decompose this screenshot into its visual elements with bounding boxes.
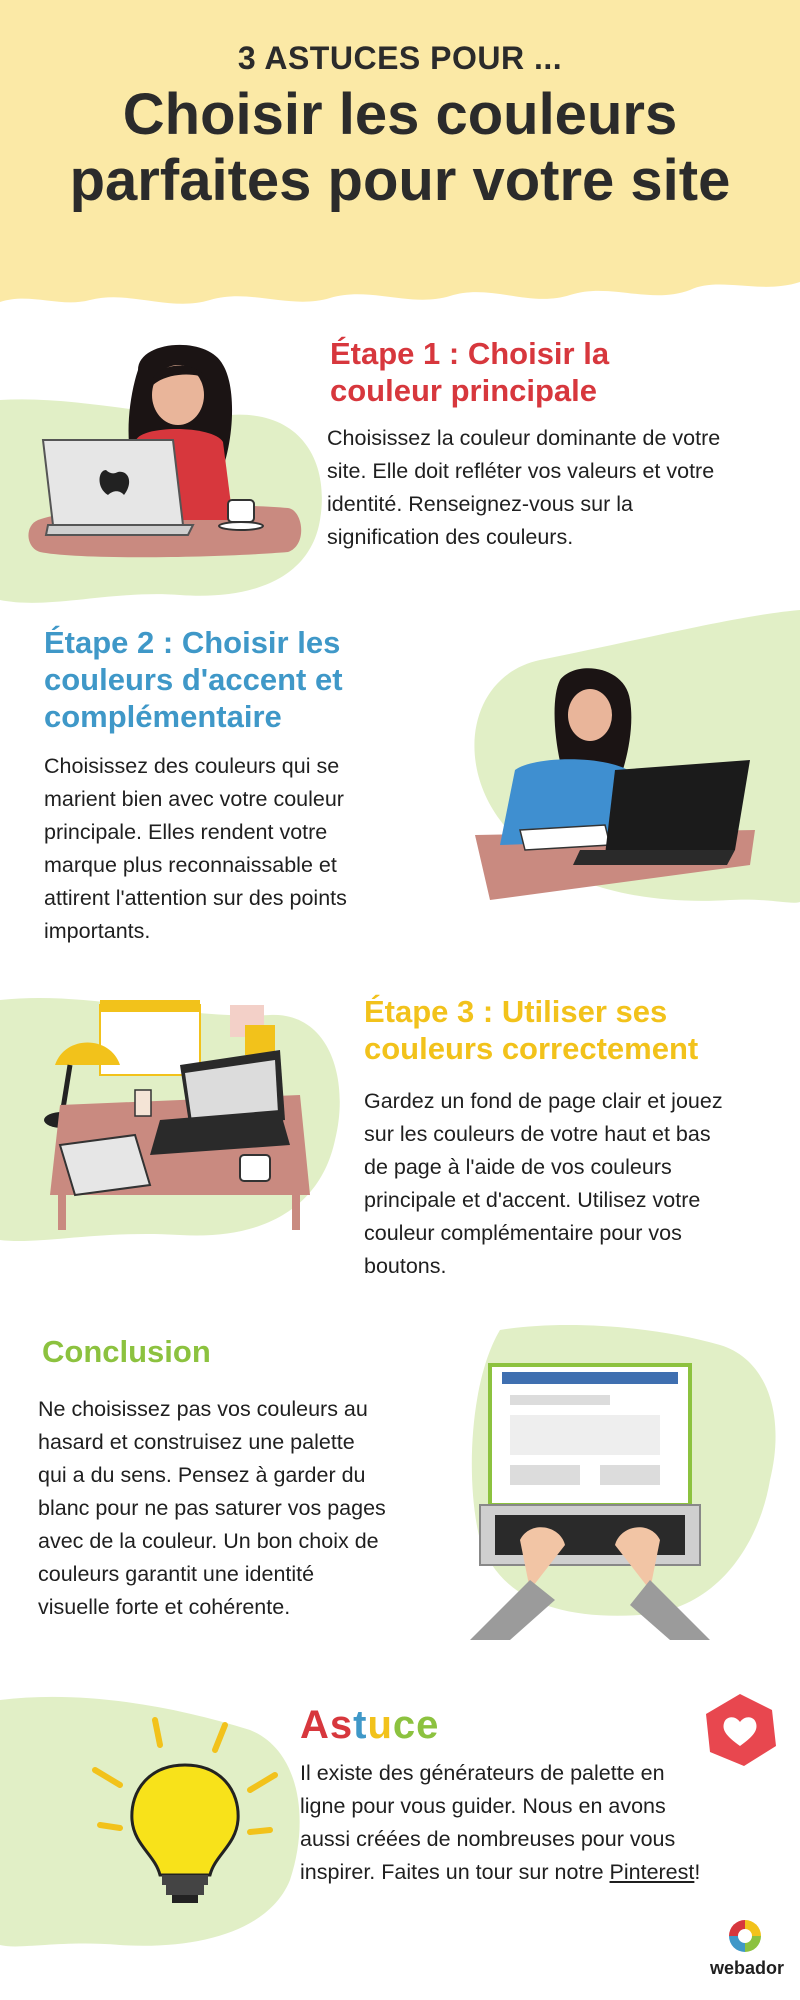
- conclusion-body-line: couleurs garantit une identité: [38, 1562, 315, 1586]
- tip-title-letter: t: [353, 1703, 368, 1747]
- page-title: [0, 82, 800, 214]
- conclusion-body-line: avec de la couleur. Un bon choix de: [38, 1529, 379, 1553]
- pinterest-link[interactable]: Pinterest: [609, 1860, 695, 1884]
- step1-body-line: identité. Renseignez-vous sur la: [327, 492, 633, 516]
- page-title-line2: parfaites pour votre site: [69, 148, 731, 213]
- webador-logo-icon: [727, 1918, 763, 1954]
- step3-title: [364, 993, 698, 1067]
- step3-title-line2: couleurs correctement: [364, 1031, 699, 1066]
- lightbulb-icon: [80, 1710, 290, 1910]
- tip-body-line: ligne pour vous guider. Nous en avons: [300, 1794, 666, 1818]
- conclusion-body-line: visuelle forte et cohérente.: [38, 1595, 291, 1619]
- step1-body-line: site. Elle doit refléter vos valeurs et votre: [327, 459, 715, 483]
- step3-body-line: couleur complémentaire pour vos: [364, 1221, 682, 1245]
- tip-body-line-prefix: inspirer. Faites un tour sur notre: [300, 1860, 610, 1884]
- woman-laptop-illustration: [18, 330, 308, 560]
- pinterest-heart-icon: [700, 1690, 780, 1770]
- woman-writing-illustration: [465, 660, 765, 900]
- step2-body-line: attirent l'attention sur des points: [44, 886, 347, 910]
- laptop-hands-illustration: [470, 1360, 710, 1640]
- step1-body-line: signification des couleurs.: [327, 525, 574, 549]
- tip-title-letter: A: [300, 1703, 330, 1747]
- step1-body-line: Choisissez la couleur dominante de votre: [327, 426, 721, 450]
- step2-body-line: Choisissez des couleurs qui se: [44, 754, 340, 778]
- step2-title-line2: couleurs d'accent et: [44, 662, 343, 697]
- step3-title-line1: Étape 3 : Utiliser ses: [364, 994, 668, 1029]
- tip-body-line: aussi créées de nombreuses pour vous: [300, 1827, 676, 1851]
- tip-title: [300, 1703, 439, 1748]
- step1-title-line2: couleur principale: [330, 373, 598, 408]
- step2-body-line: principale. Elles rendent votre: [44, 820, 328, 844]
- tip-body: [300, 1757, 700, 1889]
- step3-body-line: boutons.: [364, 1254, 447, 1278]
- step3-body-line: sur les couleurs de votre haut et bas: [364, 1122, 711, 1146]
- tip-title-letter: e: [416, 1703, 440, 1747]
- page-title-line1: Choisir les couleurs: [122, 82, 678, 147]
- step3-body-line: de page à l'aide de vos couleurs: [364, 1155, 672, 1179]
- conclusion-title: Conclusion: [42, 1334, 211, 1369]
- conclusion-body-line: hasard et construisez une palette: [38, 1430, 355, 1454]
- header-kicker: 3 ASTUCES POUR ...: [237, 40, 563, 76]
- conclusion-body-line: Ne choisissez pas vos couleurs au: [38, 1397, 368, 1421]
- step1-body: [327, 422, 720, 554]
- desk-illustration: [40, 995, 340, 1235]
- step2-body: [44, 750, 347, 948]
- step3-body-line: principale et d'accent. Utilisez votre: [364, 1188, 701, 1212]
- step1-title-line1: Étape 1 : Choisir la: [330, 336, 610, 371]
- conclusion-body-line: qui a du sens. Pensez à garder du: [38, 1463, 366, 1487]
- step2-title-line1: Étape 2 : Choisir les: [44, 625, 341, 660]
- tip-title-letter: s: [329, 1703, 354, 1747]
- step2-title: [44, 624, 343, 735]
- step3-body-line: Gardez un fond de page clair et jouez: [364, 1089, 723, 1113]
- conclusion-body-line: blanc pour ne pas saturer vos pages: [38, 1496, 386, 1520]
- step2-title-line3: complémentaire: [44, 699, 282, 734]
- step2-body-line: marient bien avec votre couleur: [44, 787, 344, 811]
- step1-title: [330, 335, 609, 409]
- conclusion-body: [38, 1393, 386, 1624]
- step2-body-line: marque plus reconnaissable et: [44, 853, 337, 877]
- webador-brand-name: webador: [710, 1958, 785, 1978]
- tip-body-line: Il existe des générateurs de palette en: [300, 1761, 665, 1785]
- step2-body-line: importants.: [44, 919, 151, 943]
- tip-title-letter: c: [392, 1703, 417, 1747]
- tip-body-last-line: [300, 1856, 700, 1889]
- tip-body-line-suffix: !: [694, 1860, 701, 1884]
- step3-body: [364, 1085, 723, 1283]
- tip-title-letter: u: [367, 1703, 393, 1747]
